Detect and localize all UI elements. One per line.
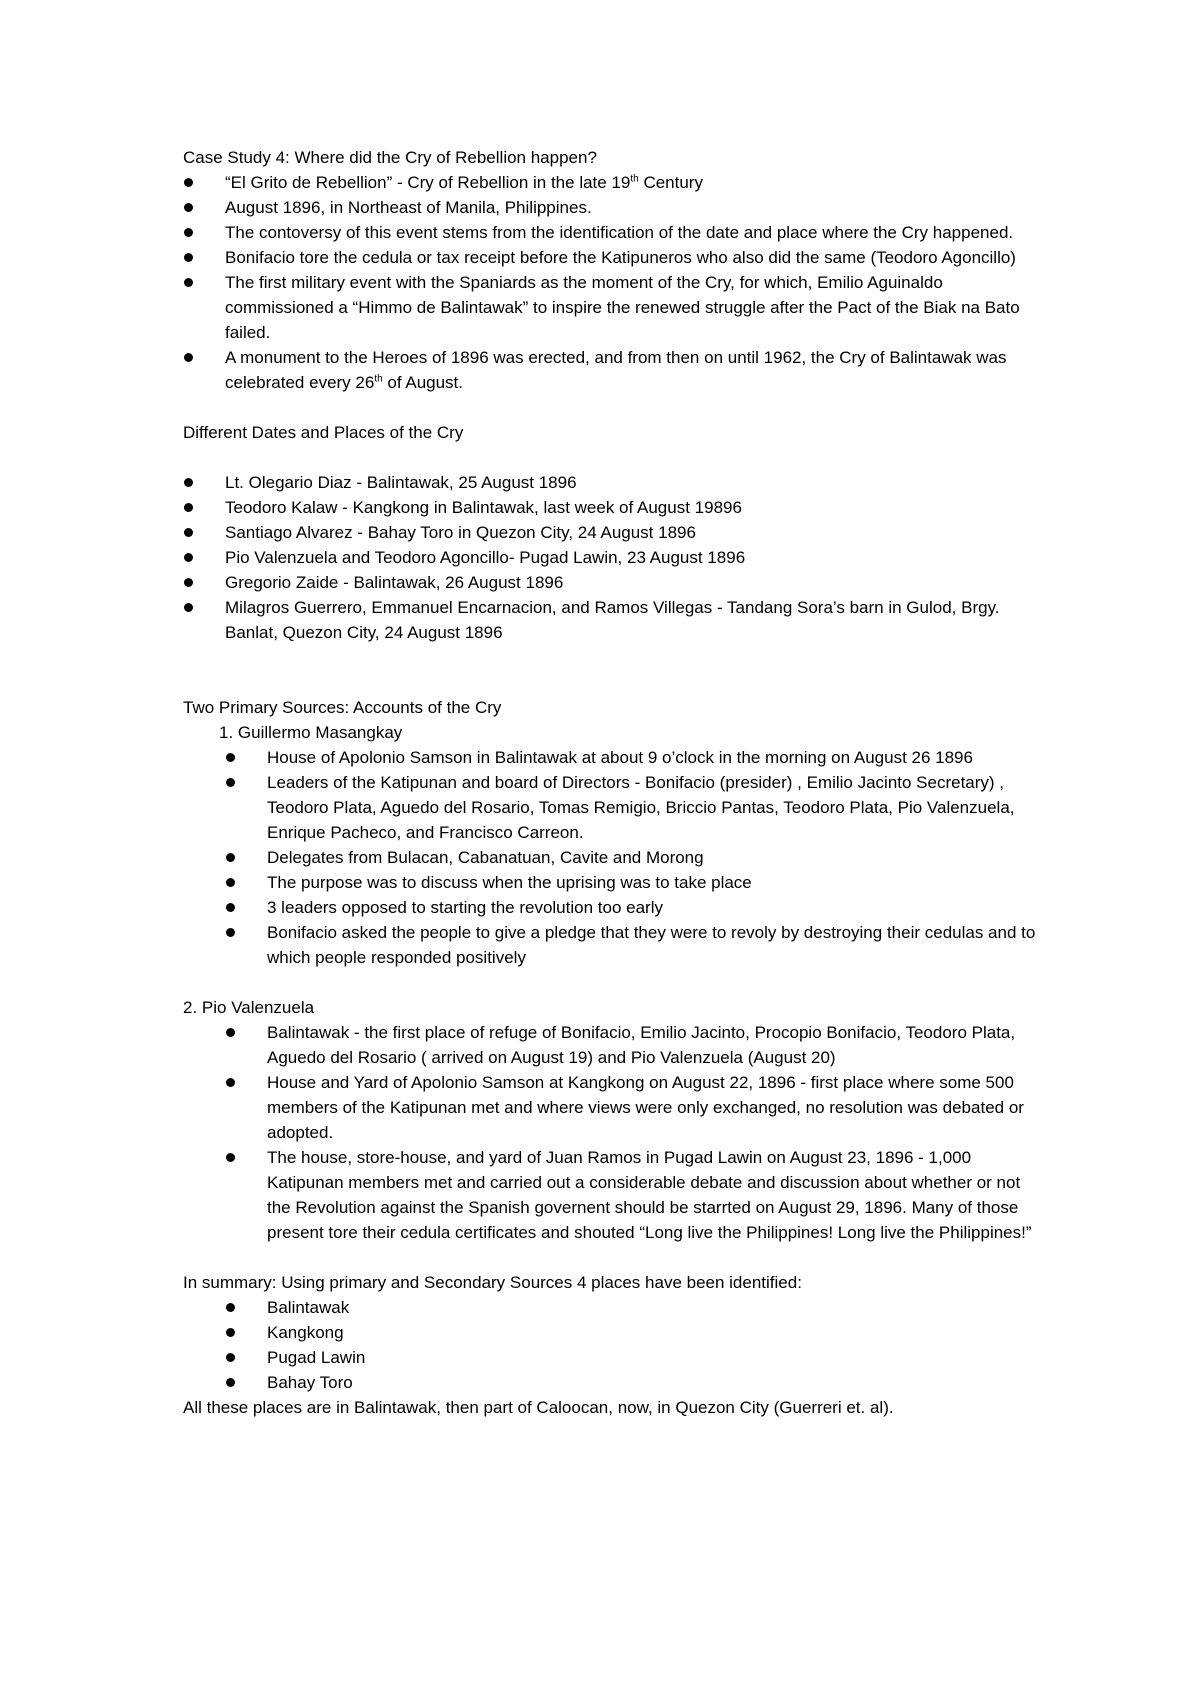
- list-item: The purpose was to discuss when the uprising was to take place: [183, 870, 1043, 895]
- summary-places-list: [183, 1295, 1043, 1395]
- list-item: Lt. Olegario Diaz - Balintawak, 25 August 1896: [183, 470, 1043, 495]
- summary-closing: All these places are in Balintawak, then part of Caloocan, now, in Quezon City (Guerreri et. al).: [183, 1398, 894, 1417]
- source-title-masangkay: 1. Guillermo Masangkay: [219, 723, 403, 742]
- document-body: [183, 145, 1043, 1420]
- list-item: 3 leaders opposed to starting the revolution too early: [183, 895, 1043, 920]
- section-heading-primary-sources: Two Primary Sources: Accounts of the Cry: [183, 698, 502, 717]
- list-item: Pugad Lawin: [183, 1345, 1043, 1370]
- list-item: Gregorio Zaide - Balintawak, 26 August 1896: [183, 570, 1043, 595]
- dates-places-bullet-list: [183, 470, 1043, 645]
- list-item: A monument to the Heroes of 1896 was erected, and from then on until 1962, the Cry of Balintawak was celebrated every 26th of August.: [183, 345, 1043, 395]
- list-item: Bahay Toro: [183, 1370, 1043, 1395]
- list-item: Kangkong: [183, 1320, 1043, 1345]
- source-title-valenzuela: 2. Pio Valenzuela: [183, 998, 315, 1017]
- list-item: Leaders of the Katipunan and board of Directors - Bonifacio (presider) , Emilio Jacinto Secretary) , Teodoro Plata, Aguedo del Rosario, Tomas Remigio, Briccio Pantas, Teodoro Plata, Pio Valenzuela, Enrique Pacheco, and Francisco Carreon.: [183, 770, 1043, 845]
- list-item: Santiago Alvarez - Bahay Toro in Quezon City, 24 August 1896: [183, 520, 1043, 545]
- case-study-bullet-list: [183, 170, 1043, 395]
- list-item: The first military event with the Spaniards as the moment of the Cry, for which, Emilio Aguinaldo commissioned a “Himmo de Balintawak” to inspire the renewed struggle after the Pact of the Biak na Bato failed.: [183, 270, 1043, 345]
- list-item: The house, store-house, and yard of Juan Ramos in Pugad Lawin on August 23, 1896 - 1,000 Katipunan members met and carried out a considerable debate and discussion about whether or not the Revolution against the Spanish governent should be starrted on August 29, 1896. Many of those present tore their cedula certificates and shouted “Long live the Philippines! Long live the Philippines!”: [183, 1145, 1043, 1245]
- list-item: Balintawak: [183, 1295, 1043, 1320]
- list-item: The contoversy of this event stems from the identification of the date and place where the Cry happened.: [183, 220, 1043, 245]
- list-item: Teodoro Kalaw - Kangkong in Balintawak, last week of August 19896: [183, 495, 1043, 520]
- list-item: Milagros Guerrero, Emmanuel Encarnacion, and Ramos Villegas - Tandang Sora’s barn in Gulod, Brgy. Banlat, Quezon City, 24 August 1896: [183, 595, 1043, 645]
- section-heading-case-study: Case Study 4: Where did the Cry of Rebellion happen?: [183, 148, 597, 167]
- list-item: Bonifacio asked the people to give a pledge that they were to revoly by destroying their cedulas and to which people responded positively: [183, 920, 1043, 970]
- list-item: Delegates from Bulacan, Cabanatuan, Cavite and Morong: [183, 845, 1043, 870]
- summary-heading: In summary: Using primary and Secondary Sources 4 places have been identified:: [183, 1273, 802, 1292]
- list-item: August 1896, in Northeast of Manila, Philippines.: [183, 195, 1043, 220]
- list-item: Balintawak - the first place of refuge of Bonifacio, Emilio Jacinto, Procopio Bonifacio, Teodoro Plata, Aguedo del Rosario ( arrived on August 19) and Pio Valenzuela (August 20): [183, 1020, 1043, 1070]
- section-heading-dates-places: Different Dates and Places of the Cry: [183, 423, 464, 442]
- list-item: “El Grito de Rebellion” - Cry of Rebellion in the late 19th Century: [183, 170, 1043, 195]
- list-item: Pio Valenzuela and Teodoro Agoncillo- Pugad Lawin, 23 August 1896: [183, 545, 1043, 570]
- valenzuela-bullet-list: [183, 1020, 1043, 1245]
- list-item: House and Yard of Apolonio Samson at Kangkong on August 22, 1896 - first place where some 500 members of the Katipunan met and where views were only exchanged, no resolution was debated or adopted.: [183, 1070, 1043, 1145]
- list-item: House of Apolonio Samson in Balintawak at about 9 o’clock in the morning on August 26 1896: [183, 745, 1043, 770]
- list-item: Bonifacio tore the cedula or tax receipt before the Katipuneros who also did the same (Teodoro Agoncillo): [183, 245, 1043, 270]
- masangkay-bullet-list: [183, 745, 1043, 970]
